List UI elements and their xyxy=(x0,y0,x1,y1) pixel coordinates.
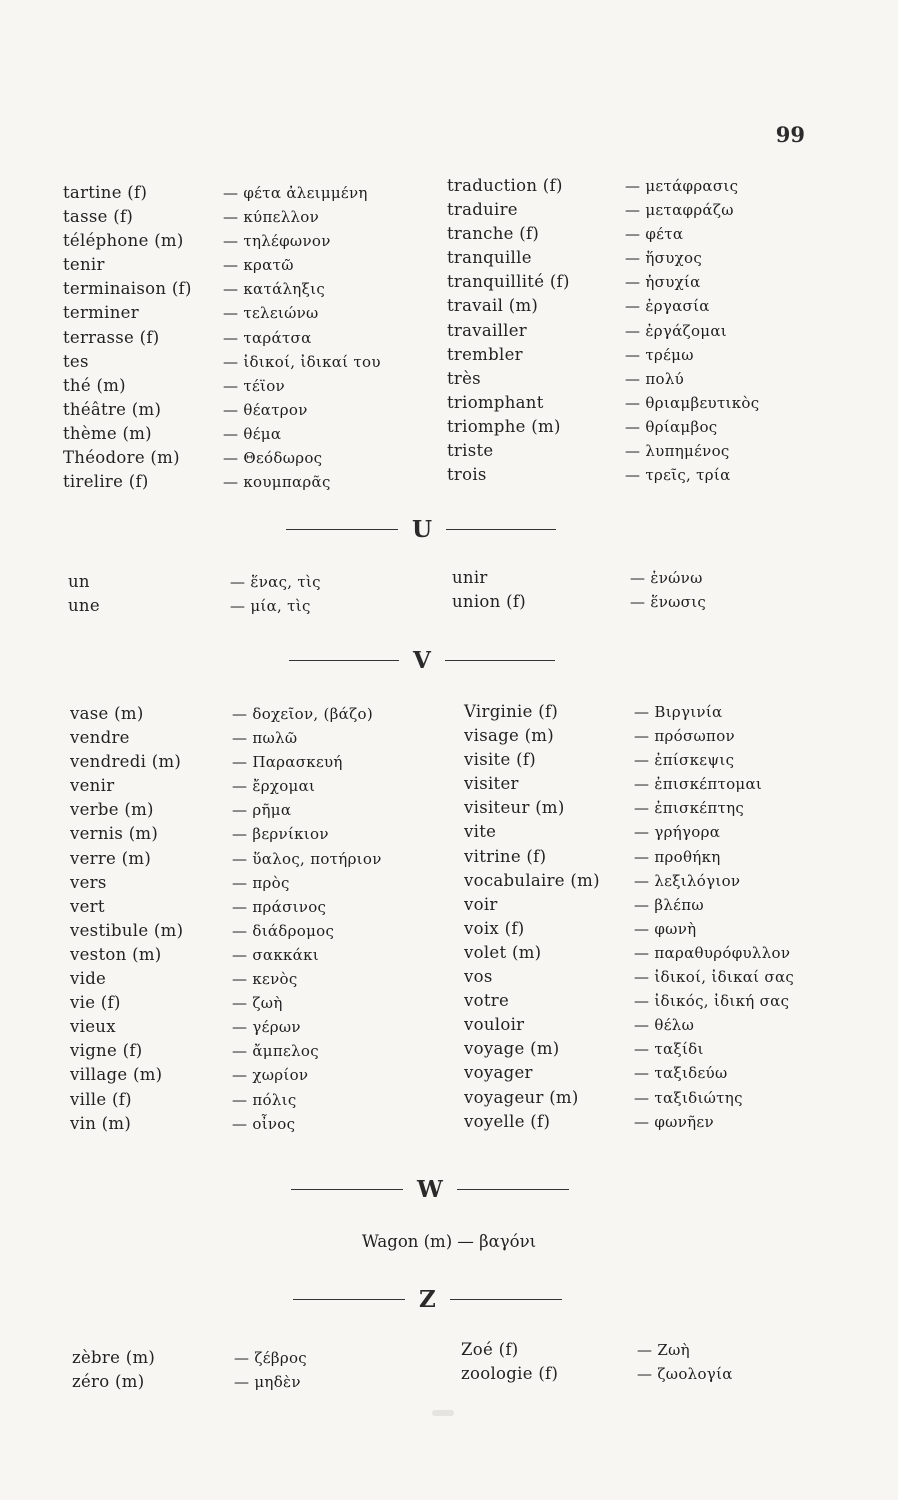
french-term: terminaison (f) xyxy=(63,279,192,299)
french-term: thème (m) xyxy=(63,423,152,443)
french-term: Virginie (f) xyxy=(464,702,559,721)
greek-translation: — μετάφρασις xyxy=(625,177,739,195)
french-term: triomphant xyxy=(447,392,544,412)
french-term: vers xyxy=(70,872,107,892)
section-header-v xyxy=(289,647,555,674)
greek-translation: — θέμα xyxy=(223,424,282,443)
french-term: visage (m) xyxy=(464,726,554,746)
greek-translation: — ἐργάζομαι xyxy=(625,321,727,340)
french-term: théâtre (m) xyxy=(63,399,162,419)
greek-translation: — ἐπισκέπτης xyxy=(634,799,745,818)
french-term: unir xyxy=(452,568,488,587)
section-letter: W xyxy=(417,1176,443,1203)
section-header-w xyxy=(291,1176,569,1203)
french-term: thé (m) xyxy=(63,375,126,395)
french-term: visiter xyxy=(464,774,519,794)
french-term: tasse (f) xyxy=(63,207,134,227)
french-term: vigne (f) xyxy=(70,1041,143,1061)
rule-left xyxy=(286,529,398,531)
greek-translation: — τέϊον xyxy=(223,376,285,395)
french-term: voyageur (m) xyxy=(464,1087,579,1107)
french-term: vocabulaire (m) xyxy=(464,870,600,890)
section-header-u xyxy=(286,516,556,543)
greek-translation: — ἕνας, τὶς xyxy=(230,573,321,591)
french-term: triste xyxy=(447,441,494,461)
greek-translation: — σακκάκι xyxy=(232,945,319,964)
greek-translation: — ἰδικοί, ἰδικαί του xyxy=(223,352,381,371)
greek-translation: — βλέπω xyxy=(634,895,704,914)
greek-translation: — ἄμπελος xyxy=(232,1042,319,1061)
greek-translation: — φέτα ἀλειμμένη xyxy=(223,184,368,202)
greek-translation: — ζωὴ xyxy=(232,994,283,1013)
greek-translation: — ἐπισκέπτομαι xyxy=(634,775,763,794)
section-letter: U xyxy=(412,516,433,543)
greek-translation: — ἕνωσις xyxy=(630,593,707,612)
rule-right xyxy=(450,1299,562,1301)
french-term: vouloir xyxy=(464,1015,525,1035)
french-term: voix (f) xyxy=(464,918,525,938)
greek-translation: — ἐργασία xyxy=(625,297,710,316)
french-term: tranquillité (f) xyxy=(447,272,570,292)
french-term: verre (m) xyxy=(70,848,152,868)
greek-translation: — τρέμω xyxy=(625,345,694,364)
greek-translation: — χωρίον xyxy=(232,1066,309,1085)
french-term: venir xyxy=(70,776,115,796)
french-term: vendredi (m) xyxy=(70,752,182,772)
greek-translation: — πρὸς xyxy=(232,873,290,892)
french-term: Zoé (f) xyxy=(461,1340,519,1359)
greek-translation: — παραθυρόφυλλον xyxy=(634,943,791,962)
french-term: une xyxy=(68,596,100,616)
french-term: tirelire (f) xyxy=(63,472,149,492)
french-term: zèbre (m) xyxy=(72,1348,156,1367)
page-number: 99 xyxy=(775,122,805,147)
greek-translation: — Παρασκευή xyxy=(232,753,343,772)
greek-translation: — θέατρον xyxy=(223,400,308,419)
greek-translation: — κύπελλον xyxy=(223,208,320,227)
greek-translation: — πράσινος xyxy=(232,897,327,916)
greek-translation: — τρεῖς, τρία xyxy=(625,466,731,485)
french-term: travailler xyxy=(447,320,527,340)
french-term: trembler xyxy=(447,344,523,364)
french-term: vitrine (f) xyxy=(464,846,547,866)
greek-translation: — ἰδικός, ἰδική σας xyxy=(634,992,790,1011)
french-term: tenir xyxy=(63,255,105,275)
greek-translation: — θριαμβευτικὸς xyxy=(625,393,760,412)
greek-translation: — οἶνος xyxy=(232,1114,296,1133)
rule-left xyxy=(293,1299,405,1301)
greek-translation: — φωνὴ xyxy=(634,919,697,938)
french-term: zoologie (f) xyxy=(461,1364,559,1384)
greek-translation: — Ζωὴ xyxy=(637,1341,690,1359)
french-term: terminer xyxy=(63,303,139,323)
greek-translation: — κρατῶ xyxy=(223,256,294,275)
rule-right xyxy=(446,529,556,531)
french-term: veston (m) xyxy=(70,944,162,964)
greek-translation: — ταξιδεύω xyxy=(634,1064,728,1083)
french-term: vite xyxy=(464,822,497,842)
greek-translation: — μία, τὶς xyxy=(230,597,311,616)
french-term: vestibule (m) xyxy=(70,920,184,940)
section-letter: V xyxy=(413,647,431,674)
greek-translation: — φωνῆεν xyxy=(634,1112,714,1131)
greek-translation: — γέρων xyxy=(232,1018,301,1037)
greek-translation: — ρῆμα xyxy=(232,801,292,820)
french-term: tartine (f) xyxy=(63,183,148,202)
greek-translation: — φέτα xyxy=(625,225,684,244)
greek-translation: — πωλῶ xyxy=(232,729,298,748)
french-term: tes xyxy=(63,351,89,371)
section-header-z xyxy=(293,1286,562,1313)
greek-translation: — πόλις xyxy=(232,1090,297,1109)
french-term: village (m) xyxy=(70,1065,163,1085)
french-term: voir xyxy=(464,894,498,914)
french-term: téléphone (m) xyxy=(63,231,184,251)
greek-translation: — ταξίδι xyxy=(634,1040,704,1059)
greek-translation: — λεξιλόγιον xyxy=(634,871,741,890)
greek-translation: — κενὸς xyxy=(232,970,298,989)
french-term: vernis (m) xyxy=(70,824,159,844)
greek-translation: — προθήκη xyxy=(634,847,721,866)
greek-translation: — ἔρχομαι xyxy=(232,777,316,796)
french-term: volet (m) xyxy=(464,942,542,962)
french-term: tranche (f) xyxy=(447,224,540,244)
french-term: tranquille xyxy=(447,248,532,268)
french-term: vert xyxy=(70,896,105,916)
print-smudge xyxy=(432,1410,454,1416)
rule-right xyxy=(445,660,555,662)
french-term: terrasse (f) xyxy=(63,327,160,347)
greek-translation: — Βιργινία xyxy=(634,703,723,721)
french-term: voyager xyxy=(464,1063,533,1083)
french-term: votre xyxy=(464,991,510,1011)
french-term: vieux xyxy=(70,1017,116,1037)
french-term: vide xyxy=(70,969,107,989)
greek-translation: — γρήγορα xyxy=(634,823,721,842)
greek-translation: — λυπημένος xyxy=(625,442,730,461)
french-term: visiteur (m) xyxy=(464,798,565,818)
greek-translation: — ἡσυχία xyxy=(625,273,701,292)
french-term: traduire xyxy=(447,200,518,220)
french-term: ville (f) xyxy=(70,1089,132,1109)
rule-right xyxy=(457,1189,569,1191)
greek-translation: — ζωολογία xyxy=(637,1365,733,1384)
greek-translation: — πρόσωπον xyxy=(634,727,735,746)
greek-translation: — ἐπίσκεψις xyxy=(634,751,735,770)
french-term: verbe (m) xyxy=(70,800,154,820)
rule-left xyxy=(291,1189,403,1191)
greek-translation: — δοχεῖον, (βάζο) xyxy=(232,705,374,723)
greek-translation: — κατάληξις xyxy=(223,280,326,299)
french-term: vendre xyxy=(70,728,130,748)
french-term: voyelle (f) xyxy=(464,1111,551,1131)
section-letter: Z xyxy=(419,1286,436,1313)
greek-translation: — τηλέφωνον xyxy=(223,232,331,251)
french-term: vie (f) xyxy=(70,993,121,1013)
greek-translation: — θρίαμβος xyxy=(625,417,718,436)
greek-translation: — ζέβρος xyxy=(234,1349,307,1367)
greek-translation: — ἥσυχος xyxy=(625,249,703,268)
w-entry: Wagon (m) — βαγόνι xyxy=(361,1232,537,1251)
french-term: vin (m) xyxy=(70,1113,132,1133)
french-term: union (f) xyxy=(452,592,527,612)
greek-translation: — ἰδικοί, ἰδικαί σας xyxy=(634,968,795,987)
greek-translation: — Θεόδωρος xyxy=(223,449,323,468)
greek-translation: — μηδὲν xyxy=(234,1373,301,1392)
french-term: Théodore (m) xyxy=(63,448,180,468)
french-term: très xyxy=(447,368,481,388)
greek-translation: — τελειώνω xyxy=(223,304,319,323)
greek-translation: — ἑνώνω xyxy=(630,569,703,587)
french-term: vase (m) xyxy=(70,704,144,723)
greek-translation: — πολύ xyxy=(625,369,685,388)
greek-translation: — ὕαλος, ποτήριον xyxy=(232,849,382,868)
rule-left xyxy=(289,660,399,662)
greek-translation: — βερνίκιον xyxy=(232,825,329,844)
french-term: trois xyxy=(447,465,487,485)
greek-translation: — ταράτσα xyxy=(223,328,312,347)
greek-translation: — κουμπαρᾶς xyxy=(223,473,331,492)
french-term: zéro (m) xyxy=(72,1372,145,1392)
french-term: un xyxy=(68,572,90,591)
french-term: voyage (m) xyxy=(464,1039,560,1059)
greek-translation: — διάδρομος xyxy=(232,921,335,940)
french-term: vos xyxy=(464,967,493,987)
greek-translation: — θέλω xyxy=(634,1016,695,1035)
french-term: traduction (f) xyxy=(447,176,563,195)
greek-translation: — μεταφράζω xyxy=(625,201,734,220)
greek-translation: — ταξιδιώτης xyxy=(634,1088,743,1107)
french-term: visite (f) xyxy=(464,750,536,770)
french-term: triomphe (m) xyxy=(447,416,561,436)
french-term: travail (m) xyxy=(447,296,539,316)
